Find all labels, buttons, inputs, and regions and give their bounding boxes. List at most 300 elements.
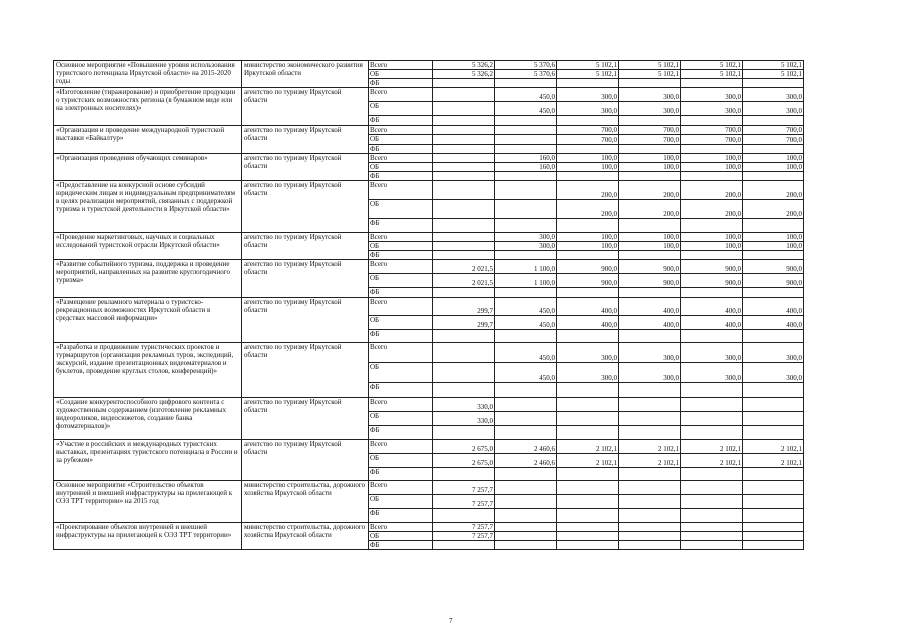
- amount-cell: [433, 541, 495, 550]
- table-row: [54, 523, 804, 532]
- amount-cell: [495, 523, 557, 532]
- amount-cell: [743, 79, 804, 88]
- amount-cell: [433, 242, 495, 251]
- amount-cell: 1 100,0: [495, 274, 557, 288]
- amount-cell: [433, 330, 495, 343]
- amount-cell: 100,0: [743, 154, 804, 163]
- amount-cell: 7 257,7: [433, 481, 495, 495]
- table-row: [54, 440, 804, 454]
- amount-cell: 5 102,1: [743, 61, 804, 70]
- funding-source-cell: ФБ: [369, 172, 433, 181]
- amount-cell: [557, 426, 619, 440]
- amount-cell: [433, 116, 495, 126]
- amount-cell: 450,0: [495, 363, 557, 383]
- amount-cell: 100,0: [619, 163, 681, 172]
- amount-cell: 300,0: [619, 343, 681, 363]
- amount-cell: [495, 288, 557, 298]
- amount-cell: 300,0: [743, 88, 804, 102]
- amount-cell: [619, 145, 681, 154]
- amount-cell: [495, 200, 557, 219]
- amount-cell: [433, 181, 495, 200]
- executor-cell: министерство строительства, дорожного хозяйства Иркутской области: [242, 523, 369, 550]
- amount-cell: [681, 495, 743, 509]
- amount-cell: 200,0: [743, 200, 804, 219]
- amount-cell: 7 257,7: [433, 532, 495, 541]
- amount-cell: 450,0: [495, 316, 557, 330]
- amount-cell: [557, 251, 619, 260]
- funding-source-cell: ФБ: [369, 79, 433, 88]
- funding-source-cell: Всего: [369, 154, 433, 163]
- amount-cell: 400,0: [743, 316, 804, 330]
- amount-cell: [433, 468, 495, 481]
- amount-cell: 2 102,1: [557, 454, 619, 468]
- amount-cell: 330,0: [433, 412, 495, 426]
- amount-cell: 300,0: [495, 242, 557, 251]
- amount-cell: [557, 172, 619, 181]
- amount-cell: [433, 509, 495, 523]
- amount-cell: [495, 532, 557, 541]
- amount-cell: 700,0: [557, 135, 619, 145]
- amount-cell: [743, 116, 804, 126]
- table-row: [54, 154, 804, 163]
- table-row: [54, 233, 804, 242]
- amount-cell: [743, 383, 804, 398]
- funding-source-cell: Всего: [369, 260, 433, 274]
- activity-title: Основное мероприятие «Строительство объектов внутренней и внешней инфраструктуры на прилегающей к ОЭЗ ТРТ территории» на 2015 год: [54, 481, 242, 523]
- table-row: [54, 481, 804, 495]
- amount-cell: [681, 383, 743, 398]
- amount-cell: 5 102,1: [681, 70, 743, 79]
- amount-cell: 400,0: [557, 298, 619, 316]
- amount-cell: 700,0: [743, 135, 804, 145]
- funding-source-cell: Всего: [369, 233, 433, 242]
- amount-cell: [743, 523, 804, 532]
- amount-cell: [619, 509, 681, 523]
- amount-cell: [433, 233, 495, 242]
- executor-cell: агентство по туризму Иркутской области: [242, 398, 369, 440]
- amount-cell: [495, 181, 557, 200]
- amount-cell: 2 102,1: [743, 454, 804, 468]
- amount-cell: [619, 330, 681, 343]
- amount-cell: [619, 116, 681, 126]
- amount-cell: [433, 88, 495, 102]
- funding-source-cell: Всего: [369, 523, 433, 532]
- amount-cell: 400,0: [557, 316, 619, 330]
- amount-cell: [557, 116, 619, 126]
- amount-cell: 300,0: [743, 363, 804, 383]
- activity-title: «Создание конкурентоспособного цифрового контента с художественным содержанием (изготовление рекламных видеороликов, видеосюжетов, создание банка фотоматериалов)»: [54, 398, 242, 440]
- amount-cell: [433, 172, 495, 181]
- amount-cell: 100,0: [681, 163, 743, 172]
- amount-cell: 200,0: [557, 200, 619, 219]
- amount-cell: [681, 145, 743, 154]
- amount-cell: [433, 145, 495, 154]
- amount-cell: [495, 135, 557, 145]
- table-row: [54, 61, 804, 70]
- amount-cell: [619, 412, 681, 426]
- activity-title: «Участие в российских и международных туристских выставках, презентациях туристского потенциала в России и за рубежом»: [54, 440, 242, 481]
- activity-title: «Проектирование объектов внутренней и внешней инфраструктуры на прилегающей к ОЭЗ ТРТ территории»: [54, 523, 242, 550]
- amount-cell: 300,0: [495, 233, 557, 242]
- amount-cell: [681, 509, 743, 523]
- amount-cell: 200,0: [743, 181, 804, 200]
- funding-source-cell: Всего: [369, 181, 433, 200]
- funding-source-cell: ФБ: [369, 383, 433, 398]
- amount-cell: 5 370,6: [495, 70, 557, 79]
- amount-cell: 2 021,5: [433, 260, 495, 274]
- amount-cell: [557, 398, 619, 412]
- amount-cell: [743, 172, 804, 181]
- amount-cell: [495, 145, 557, 154]
- funding-source-cell: ФБ: [369, 219, 433, 233]
- amount-cell: [743, 398, 804, 412]
- amount-cell: 900,0: [743, 274, 804, 288]
- amount-cell: [557, 468, 619, 481]
- amount-cell: [681, 116, 743, 126]
- table-row: [54, 343, 804, 363]
- funding-source-cell: ОБ: [369, 532, 433, 541]
- amount-cell: 300,0: [557, 363, 619, 383]
- amount-cell: [743, 412, 804, 426]
- activity-title: «Организация проведения обучающих семинаров»: [54, 154, 242, 181]
- budget-table: [53, 60, 804, 550]
- amount-cell: [743, 468, 804, 481]
- funding-source-cell: ФБ: [369, 541, 433, 550]
- activity-title: «Предоставление на конкурсной основе субсидий юридическим лицам и индивидуальным предпринимателям в целях реализации мероприятий, связанных с поддержкой туризма и туристской деятельности в Иркутской области»: [54, 181, 242, 233]
- funding-source-cell: ОБ: [369, 102, 433, 116]
- amount-cell: 2 102,1: [619, 454, 681, 468]
- activity-title: «Разработка и продвижение туристических проектов и турмаршрутов (организация рекламных туров, экспедиций, экскурсий, издание презентационных видеоматериалов и буклетов, проведение круглых столов, конференций)»: [54, 343, 242, 398]
- amount-cell: 300,0: [619, 88, 681, 102]
- amount-cell: 300,0: [557, 88, 619, 102]
- amount-cell: 400,0: [619, 316, 681, 330]
- amount-cell: 5 326,2: [433, 70, 495, 79]
- amount-cell: [681, 288, 743, 298]
- amount-cell: 400,0: [743, 298, 804, 316]
- amount-cell: 300,0: [743, 102, 804, 116]
- funding-source-cell: ОБ: [369, 242, 433, 251]
- amount-cell: 200,0: [619, 181, 681, 200]
- amount-cell: [619, 468, 681, 481]
- amount-cell: [743, 509, 804, 523]
- amount-cell: 900,0: [681, 274, 743, 288]
- table-row: [54, 88, 804, 102]
- amount-cell: [681, 468, 743, 481]
- funding-source-cell: Всего: [369, 481, 433, 495]
- amount-cell: [743, 288, 804, 298]
- amount-cell: 2 102,1: [681, 454, 743, 468]
- amount-cell: 100,0: [743, 242, 804, 251]
- amount-cell: [681, 398, 743, 412]
- amount-cell: 300,0: [619, 363, 681, 383]
- amount-cell: [743, 532, 804, 541]
- amount-cell: 200,0: [681, 181, 743, 200]
- amount-cell: 900,0: [619, 260, 681, 274]
- amount-cell: 100,0: [619, 154, 681, 163]
- amount-cell: 300,0: [557, 102, 619, 116]
- amount-cell: [557, 532, 619, 541]
- amount-cell: [433, 102, 495, 116]
- funding-source-cell: Всего: [369, 343, 433, 363]
- activity-title: Основное мероприятие «Повышение уровня использования туристского потенциала Иркутской области» на 2015-2020 годы: [54, 61, 242, 88]
- amount-cell: [495, 481, 557, 495]
- amount-cell: [619, 398, 681, 412]
- amount-cell: [681, 532, 743, 541]
- amount-cell: [495, 412, 557, 426]
- amount-cell: [557, 219, 619, 233]
- amount-cell: [681, 219, 743, 233]
- funding-source-cell: ОБ: [369, 70, 433, 79]
- amount-cell: 700,0: [681, 126, 743, 135]
- funding-source-cell: Всего: [369, 61, 433, 70]
- amount-cell: [495, 251, 557, 260]
- amount-cell: [681, 79, 743, 88]
- amount-cell: [619, 219, 681, 233]
- amount-cell: 2 102,1: [557, 440, 619, 454]
- amount-cell: [557, 495, 619, 509]
- amount-cell: 100,0: [557, 163, 619, 172]
- amount-cell: [743, 219, 804, 233]
- amount-cell: [743, 330, 804, 343]
- amount-cell: 100,0: [557, 154, 619, 163]
- amount-cell: 299,7: [433, 316, 495, 330]
- amount-cell: [681, 172, 743, 181]
- amount-cell: [495, 398, 557, 412]
- amount-cell: [495, 541, 557, 550]
- executor-cell: агентство по туризму Иркутской области: [242, 126, 369, 154]
- amount-cell: 2 460,6: [495, 454, 557, 468]
- amount-cell: [495, 330, 557, 343]
- table-row: [54, 181, 804, 200]
- amount-cell: [433, 343, 495, 363]
- amount-cell: 5 102,1: [557, 70, 619, 79]
- funding-source-cell: ФБ: [369, 426, 433, 440]
- executor-cell: агентство по туризму Иркутской области: [242, 181, 369, 233]
- amount-cell: 900,0: [557, 260, 619, 274]
- activity-title: «Проведение маркетинговых, научных и социальных исследований туристской отрасли Иркутской области»: [54, 233, 242, 260]
- amount-cell: [743, 495, 804, 509]
- funding-source-cell: Всего: [369, 88, 433, 102]
- executor-cell: министерство строительства, дорожного хозяйства Иркутской области: [242, 481, 369, 523]
- amount-cell: [743, 251, 804, 260]
- amount-cell: [433, 154, 495, 163]
- amount-cell: 900,0: [681, 260, 743, 274]
- amount-cell: 5 102,1: [619, 61, 681, 70]
- amount-cell: [743, 145, 804, 154]
- executor-cell: агентство по туризму Иркутской области: [242, 440, 369, 481]
- amount-cell: [619, 383, 681, 398]
- amount-cell: [495, 79, 557, 88]
- funding-source-cell: ОБ: [369, 135, 433, 145]
- amount-cell: [681, 481, 743, 495]
- amount-cell: 300,0: [681, 88, 743, 102]
- amount-cell: 900,0: [743, 260, 804, 274]
- amount-cell: [743, 426, 804, 440]
- amount-cell: 5 102,1: [619, 70, 681, 79]
- amount-cell: 2 021,5: [433, 274, 495, 288]
- amount-cell: [619, 481, 681, 495]
- amount-cell: [619, 172, 681, 181]
- amount-cell: [557, 383, 619, 398]
- amount-cell: [557, 79, 619, 88]
- amount-cell: [495, 126, 557, 135]
- amount-cell: 200,0: [557, 181, 619, 200]
- amount-cell: [495, 426, 557, 440]
- amount-cell: 100,0: [681, 242, 743, 251]
- amount-cell: [619, 541, 681, 550]
- executor-cell: агентство по туризму Иркутской области: [242, 260, 369, 298]
- amount-cell: 700,0: [681, 135, 743, 145]
- executor-cell: агентство по туризму Иркутской области: [242, 298, 369, 343]
- amount-cell: 700,0: [557, 126, 619, 135]
- amount-cell: [557, 145, 619, 154]
- amount-cell: 100,0: [557, 242, 619, 251]
- amount-cell: [557, 541, 619, 550]
- amount-cell: [743, 541, 804, 550]
- amount-cell: 100,0: [743, 233, 804, 242]
- amount-cell: 2 675,0: [433, 440, 495, 454]
- amount-cell: [681, 251, 743, 260]
- table-row: [54, 126, 804, 135]
- amount-cell: [619, 523, 681, 532]
- amount-cell: [619, 495, 681, 509]
- amount-cell: 900,0: [557, 274, 619, 288]
- amount-cell: 2 460,6: [495, 440, 557, 454]
- amount-cell: 450,0: [495, 102, 557, 116]
- amount-cell: [681, 426, 743, 440]
- amount-cell: 7 257,7: [433, 523, 495, 532]
- executor-cell: агентство по туризму Иркутской области: [242, 154, 369, 181]
- funding-source-cell: ФБ: [369, 509, 433, 523]
- amount-cell: [433, 163, 495, 172]
- funding-source-cell: ОБ: [369, 163, 433, 172]
- executor-cell: министерство экономического развития Иркутской области: [242, 61, 369, 88]
- amount-cell: 300,0: [743, 343, 804, 363]
- amount-cell: 299,7: [433, 298, 495, 316]
- amount-cell: 330,0: [433, 398, 495, 412]
- budget-table-body: [54, 61, 804, 550]
- amount-cell: [619, 251, 681, 260]
- funding-source-cell: ФБ: [369, 288, 433, 298]
- amount-cell: 300,0: [681, 102, 743, 116]
- amount-cell: [557, 288, 619, 298]
- funding-source-cell: Всего: [369, 298, 433, 316]
- table-row: [54, 398, 804, 412]
- amount-cell: [433, 288, 495, 298]
- amount-cell: 700,0: [619, 126, 681, 135]
- budget-table-frame: [53, 60, 804, 550]
- amount-cell: [743, 481, 804, 495]
- amount-cell: 5 102,1: [557, 61, 619, 70]
- activity-title: «Размещение рекламного материала о туристско-рекреационных возможностях Иркутской области в средствах массовой информации»: [54, 298, 242, 343]
- amount-cell: 2 675,0: [433, 454, 495, 468]
- amount-cell: 450,0: [495, 88, 557, 102]
- funding-source-cell: ФБ: [369, 251, 433, 260]
- amount-cell: 300,0: [681, 343, 743, 363]
- amount-cell: [681, 412, 743, 426]
- amount-cell: 700,0: [619, 135, 681, 145]
- amount-cell: 7 257,7: [433, 495, 495, 509]
- amount-cell: 5 102,1: [743, 70, 804, 79]
- amount-cell: [557, 509, 619, 523]
- amount-cell: [619, 288, 681, 298]
- funding-source-cell: ОБ: [369, 363, 433, 383]
- amount-cell: [495, 383, 557, 398]
- funding-source-cell: ФБ: [369, 116, 433, 126]
- amount-cell: 400,0: [681, 298, 743, 316]
- amount-cell: 300,0: [681, 363, 743, 383]
- funding-source-cell: ОБ: [369, 412, 433, 426]
- amount-cell: [681, 330, 743, 343]
- activity-title: «Развитие событийного туризма, поддержка и проведение мероприятий, направленных на развитие круглогодичного туризма»: [54, 260, 242, 298]
- amount-cell: 900,0: [619, 274, 681, 288]
- amount-cell: 1 100,0: [495, 260, 557, 274]
- amount-cell: [557, 330, 619, 343]
- amount-cell: [495, 468, 557, 481]
- amount-cell: 100,0: [619, 242, 681, 251]
- amount-cell: [433, 79, 495, 88]
- amount-cell: [495, 509, 557, 523]
- amount-cell: [495, 219, 557, 233]
- amount-cell: 160,0: [495, 154, 557, 163]
- amount-cell: [433, 219, 495, 233]
- amount-cell: 2 102,1: [619, 440, 681, 454]
- amount-cell: [433, 426, 495, 440]
- amount-cell: [557, 481, 619, 495]
- amount-cell: 5 102,1: [681, 61, 743, 70]
- amount-cell: 400,0: [681, 316, 743, 330]
- amount-cell: 5 370,6: [495, 61, 557, 70]
- amount-cell: 300,0: [619, 102, 681, 116]
- funding-source-cell: Всего: [369, 126, 433, 135]
- amount-cell: [619, 532, 681, 541]
- amount-cell: [557, 523, 619, 532]
- amount-cell: [681, 523, 743, 532]
- amount-cell: [433, 135, 495, 145]
- amount-cell: [433, 251, 495, 260]
- amount-cell: [557, 412, 619, 426]
- amount-cell: 450,0: [495, 343, 557, 363]
- activity-title: «Изготовление (тиражирование) и приобретение продукции о туристских возможностях региона (в бумажном виде или на электронных носителях)»: [54, 88, 242, 126]
- executor-cell: агентство по туризму Иркутской области: [242, 233, 369, 260]
- amount-cell: 100,0: [743, 163, 804, 172]
- funding-source-cell: ОБ: [369, 454, 433, 468]
- amount-cell: [495, 172, 557, 181]
- amount-cell: 160,0: [495, 163, 557, 172]
- funding-source-cell: Всего: [369, 440, 433, 454]
- funding-source-cell: ОБ: [369, 495, 433, 509]
- amount-cell: 2 102,1: [681, 440, 743, 454]
- amount-cell: 2 102,1: [743, 440, 804, 454]
- amount-cell: 5 326,2: [433, 61, 495, 70]
- amount-cell: 100,0: [681, 233, 743, 242]
- amount-cell: [619, 426, 681, 440]
- funding-source-cell: Всего: [369, 398, 433, 412]
- amount-cell: 450,0: [495, 298, 557, 316]
- amount-cell: [433, 126, 495, 135]
- funding-source-cell: ФБ: [369, 330, 433, 343]
- amount-cell: 300,0: [557, 343, 619, 363]
- amount-cell: 100,0: [619, 233, 681, 242]
- amount-cell: [433, 200, 495, 219]
- amount-cell: 200,0: [619, 200, 681, 219]
- amount-cell: [619, 79, 681, 88]
- amount-cell: 100,0: [681, 154, 743, 163]
- amount-cell: 400,0: [619, 298, 681, 316]
- amount-cell: 700,0: [743, 126, 804, 135]
- amount-cell: [681, 541, 743, 550]
- table-row: [54, 298, 804, 316]
